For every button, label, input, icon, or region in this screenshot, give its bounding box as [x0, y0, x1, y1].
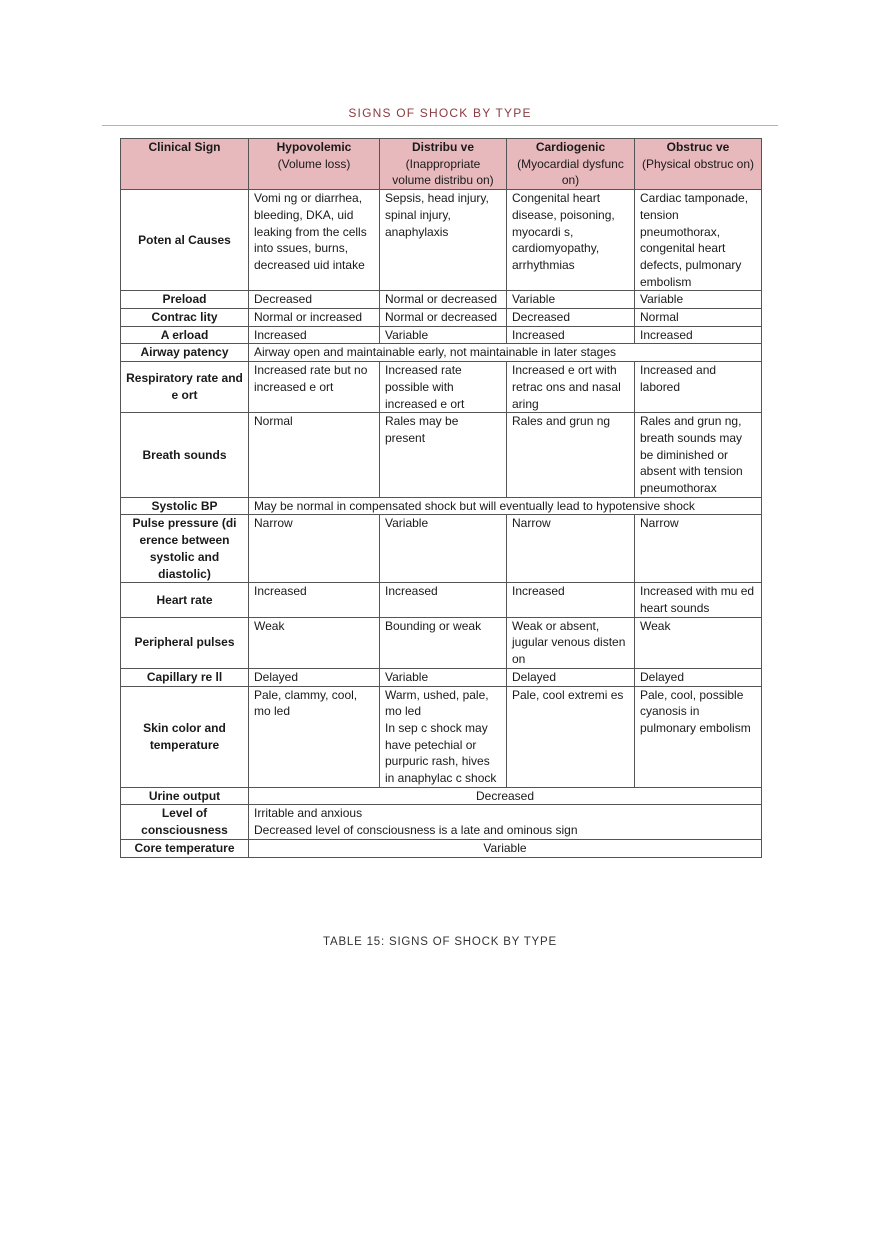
- page-title: SIGNS OF SHOCK BY TYPE: [348, 106, 532, 120]
- table-row: [121, 787, 762, 805]
- cell-hypovolemic: Increased: [249, 583, 380, 617]
- row-label: Peripheral pulses: [121, 617, 249, 668]
- table-row: [121, 583, 762, 617]
- table-row: [121, 344, 762, 362]
- cell-cardiogenic: Variable: [507, 291, 635, 309]
- cell-cardiogenic: Increased: [507, 326, 635, 344]
- row-label: Urine output: [121, 787, 249, 805]
- cell-obstructive: Increased and labored: [635, 362, 762, 413]
- row-label: Heart rate: [121, 583, 249, 617]
- table-row: [121, 326, 762, 344]
- cell-cardiogenic: Delayed: [507, 668, 635, 686]
- row-label: Breath sounds: [121, 413, 249, 498]
- row-label: Pulse pressure (di erence between systolic and diastolic): [121, 515, 249, 583]
- cell-distributive: Increased: [380, 583, 507, 617]
- table-row: [121, 515, 762, 583]
- header-clinical-sign: Clinical Sign: [121, 139, 249, 190]
- cell-cardiogenic: Weak or absent, jugular venous disten on: [507, 617, 635, 668]
- table-row: [121, 805, 762, 839]
- cell-all-types: Decreased: [249, 787, 762, 805]
- shock-signs-table: [120, 138, 762, 858]
- cell-hypovolemic: Vomi ng or diarrhea, bleeding, DKA, uid leaking from the cells into ssues, burns, decreased uid intake: [249, 190, 380, 291]
- table-caption: TABLE 15: SIGNS OF SHOCK BY TYPE: [323, 936, 557, 948]
- cell-all-types: Irritable and anxious Decreased level of consciousness is a late and ominous sign: [249, 805, 762, 839]
- cell-distributive: Warm, ushed, pale, mo led In sep c shock may have petechial or purpuric rash, hives in anaphylac c shock: [380, 686, 507, 787]
- table-row: [121, 839, 762, 857]
- cell-obstructive: Weak: [635, 617, 762, 668]
- cell-obstructive: Normal: [635, 309, 762, 327]
- table-row: [121, 362, 762, 413]
- cell-hypovolemic: Increased rate but no increased e ort: [249, 362, 380, 413]
- header-distributive: Distribu ve (Inappropriate volume distribu on): [380, 139, 507, 190]
- row-label: Level of consciousness: [121, 805, 249, 839]
- cell-distributive: Normal or decreased: [380, 309, 507, 327]
- cell-obstructive: Delayed: [635, 668, 762, 686]
- row-label: A erload: [121, 326, 249, 344]
- cell-distributive: Rales may be present: [380, 413, 507, 498]
- table-row: [121, 668, 762, 686]
- cell-hypovolemic: Normal or increased: [249, 309, 380, 327]
- cell-cardiogenic: Congenital heart disease, poisoning, myocardi s, cardiomyopathy, arrhythmias: [507, 190, 635, 291]
- cell-distributive: Sepsis, head injury, spinal injury, anaphylaxis: [380, 190, 507, 291]
- cell-hypovolemic: Decreased: [249, 291, 380, 309]
- table-row: [121, 291, 762, 309]
- cell-hypovolemic: Increased: [249, 326, 380, 344]
- row-label: Poten al Causes: [121, 190, 249, 291]
- cell-cardiogenic: Increased: [507, 583, 635, 617]
- cell-obstructive: Rales and grun ng, breath sounds may be diminished or absent with tension pneumothorax: [635, 413, 762, 498]
- row-label: Core temperature: [121, 839, 249, 857]
- header-hypovolemic: Hypovolemic (Volume loss): [249, 139, 380, 190]
- row-label: Systolic BP: [121, 497, 249, 515]
- cell-hypovolemic: Delayed: [249, 668, 380, 686]
- cell-cardiogenic: Narrow: [507, 515, 635, 583]
- cell-hypovolemic: Weak: [249, 617, 380, 668]
- cell-hypovolemic: Narrow: [249, 515, 380, 583]
- cell-distributive: Bounding or weak: [380, 617, 507, 668]
- cell-cardiogenic: Rales and grun ng: [507, 413, 635, 498]
- row-label: Capillary re ll: [121, 668, 249, 686]
- cell-hypovolemic: Normal: [249, 413, 380, 498]
- row-label: Skin color and temperature: [121, 686, 249, 787]
- cell-hypovolemic: Pale, clammy, cool, mo led: [249, 686, 380, 787]
- table-header-row: [121, 139, 762, 190]
- cell-cardiogenic: Pale, cool extremi es: [507, 686, 635, 787]
- cell-obstructive: Increased with mu ed heart sounds: [635, 583, 762, 617]
- table-row: [121, 190, 762, 291]
- header-cardiogenic: Cardiogenic (Myocardial dysfunc on): [507, 139, 635, 190]
- cell-cardiogenic: Decreased: [507, 309, 635, 327]
- table-row: [121, 413, 762, 498]
- table-row: [121, 497, 762, 515]
- cell-all-types: Airway open and maintainable early, not maintainable in later stages: [249, 344, 762, 362]
- cell-distributive: Increased rate possible with increased e ort: [380, 362, 507, 413]
- row-label: Contrac lity: [121, 309, 249, 327]
- row-label: Preload: [121, 291, 249, 309]
- cell-obstructive: Variable: [635, 291, 762, 309]
- cell-obstructive: Narrow: [635, 515, 762, 583]
- title-divider: [102, 125, 778, 126]
- row-label: Respiratory rate and e ort: [121, 362, 249, 413]
- header-obstructive: Obstruc ve (Physical obstruc on): [635, 139, 762, 190]
- row-label: Airway patency: [121, 344, 249, 362]
- cell-distributive: Normal or decreased: [380, 291, 507, 309]
- cell-distributive: Variable: [380, 326, 507, 344]
- cell-distributive: Variable: [380, 668, 507, 686]
- table-row: [121, 686, 762, 787]
- cell-distributive: Variable: [380, 515, 507, 583]
- cell-all-types: May be normal in compensated shock but will eventually lead to hypotensive shock: [249, 497, 762, 515]
- table-row: [121, 309, 762, 327]
- table-row: [121, 617, 762, 668]
- cell-obstructive: Increased: [635, 326, 762, 344]
- cell-obstructive: Cardiac tamponade, tension pneumothorax, congenital heart defects, pulmonary embolism: [635, 190, 762, 291]
- cell-all-types: Variable: [249, 839, 762, 857]
- cell-cardiogenic: Increased e ort with retrac ons and nasal aring: [507, 362, 635, 413]
- cell-obstructive: Pale, cool, possible cyanosis in pulmonary embolism: [635, 686, 762, 787]
